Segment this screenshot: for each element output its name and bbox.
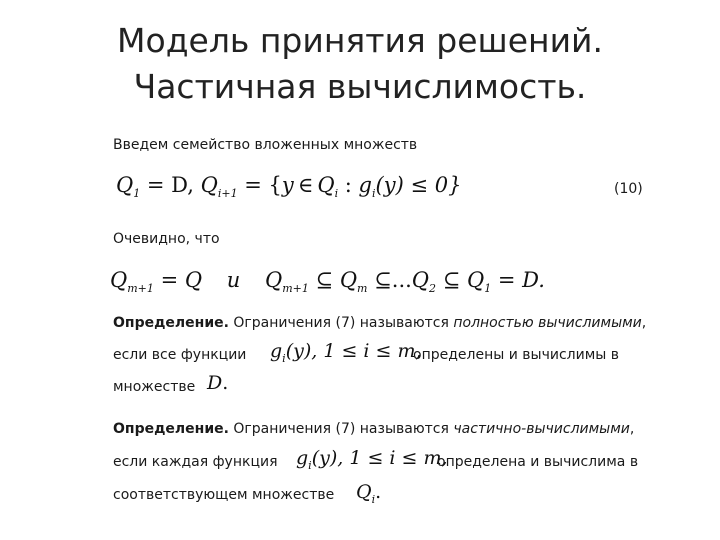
- definition-2-set-q-sub: i: [371, 493, 376, 506]
- definition-2-line-2b: определена и вычислима в: [437, 454, 639, 470]
- definition-1-label: Определение.: [113, 315, 229, 331]
- definition-1-g-sub: i: [282, 352, 286, 365]
- formula-10-qi1: Q: [200, 173, 218, 197]
- formula-10-g: g: [358, 173, 372, 197]
- formula-10-arg: (y) ≤ 0}: [375, 173, 462, 197]
- formula-10-qi: Q: [317, 173, 335, 197]
- equation-number: (10): [614, 181, 643, 197]
- definition-2-formula-rest: (y), 1 ≤ i ≤ m,: [311, 447, 448, 469]
- chain-q-2-sub: 2: [429, 282, 437, 295]
- definition-1-comma: ,: [641, 315, 647, 331]
- definition-2-label: Определение.: [113, 421, 229, 437]
- chain-subset-3: ⊆: [442, 268, 461, 292]
- formula-10-eq1: = D,: [146, 173, 194, 197]
- chain-eq-q: = Q: [160, 268, 203, 292]
- obviously-text: Очевидно, что: [113, 231, 220, 247]
- definition-2-line-1: [113, 420, 634, 438]
- definition-1-line-1: [113, 314, 646, 332]
- chain-q-1-sub: 1: [484, 282, 492, 295]
- definition-2-comma: ,: [629, 421, 635, 437]
- formula-10-q1: Q: [116, 173, 134, 197]
- definition-1-line-3: множестве: [113, 379, 196, 395]
- formula-10-eq2: = {: [244, 173, 282, 197]
- definition-2-set: [356, 479, 381, 513]
- chain-formula: [110, 267, 545, 302]
- chain-subset-1: ⊆: [315, 268, 334, 292]
- definition-1-emphasis: полностью вычислимыми: [453, 315, 642, 331]
- definition-2-line-3: соответствующем множестве: [113, 487, 335, 503]
- definition-1-formula: [270, 338, 422, 372]
- chain-q-1: Q: [467, 268, 485, 292]
- chain-q-m: Q: [339, 268, 358, 292]
- definition-1-g: g: [270, 340, 283, 362]
- slide-title: [0, 18, 720, 110]
- formula-10-qi1-sub: i+1: [217, 187, 238, 200]
- chain-q-m1-sub: m+1: [127, 282, 154, 295]
- definition-1-formula-rest: (y), 1 ≤ i ≤ m,: [285, 340, 422, 362]
- title-line-1: Модель принятия решений.: [117, 21, 603, 60]
- definition-1-dot: .: [222, 372, 229, 394]
- formula-10-qi-sub: i: [334, 187, 339, 200]
- definition-2-g: g: [296, 447, 309, 469]
- chain-q-m1b-sub: m+1: [282, 282, 309, 295]
- formula-10-y: y: [281, 173, 294, 197]
- chain-end: = D.: [497, 268, 545, 292]
- chain-q-2: Q: [411, 268, 430, 292]
- definition-1-text: Ограничения (7) называются: [233, 315, 449, 331]
- formula-10-g-sub: i: [372, 187, 376, 200]
- chain-subset-2: ⊆...: [374, 268, 412, 292]
- chain-q-m-sub: m: [357, 282, 368, 295]
- definition-2-formula: [296, 445, 448, 479]
- formula-10-colon: :: [344, 173, 352, 197]
- formula-10-q1-sub: 1: [133, 187, 141, 200]
- definition-2-set-q: Q: [356, 481, 372, 503]
- chain-q-m1b: Q: [264, 268, 283, 292]
- formula-10-in: ∈: [297, 173, 314, 197]
- chain-and: u: [226, 268, 241, 292]
- formula-10: [116, 172, 461, 207]
- intro-text: Введем семейство вложенных множеств: [113, 137, 418, 153]
- definition-2-g-sub: i: [308, 459, 312, 472]
- definition-1-set-d: D: [207, 372, 223, 394]
- title-line-2: Частичная вычислимость.: [133, 67, 587, 106]
- definition-1-line-2a: если все функции: [113, 347, 247, 363]
- chain-q-m1: Q: [110, 268, 128, 292]
- definition-1-line-2b: определены и вычислимы в: [413, 347, 620, 363]
- definition-2-dot: .: [375, 481, 382, 503]
- definition-1-set: [207, 370, 228, 396]
- definition-2-line-2a: если каждая функция: [113, 454, 278, 470]
- definition-2-emphasis: частично-вычислимыми: [453, 421, 630, 437]
- definition-2-text: Ограничения (7) называются: [233, 421, 449, 437]
